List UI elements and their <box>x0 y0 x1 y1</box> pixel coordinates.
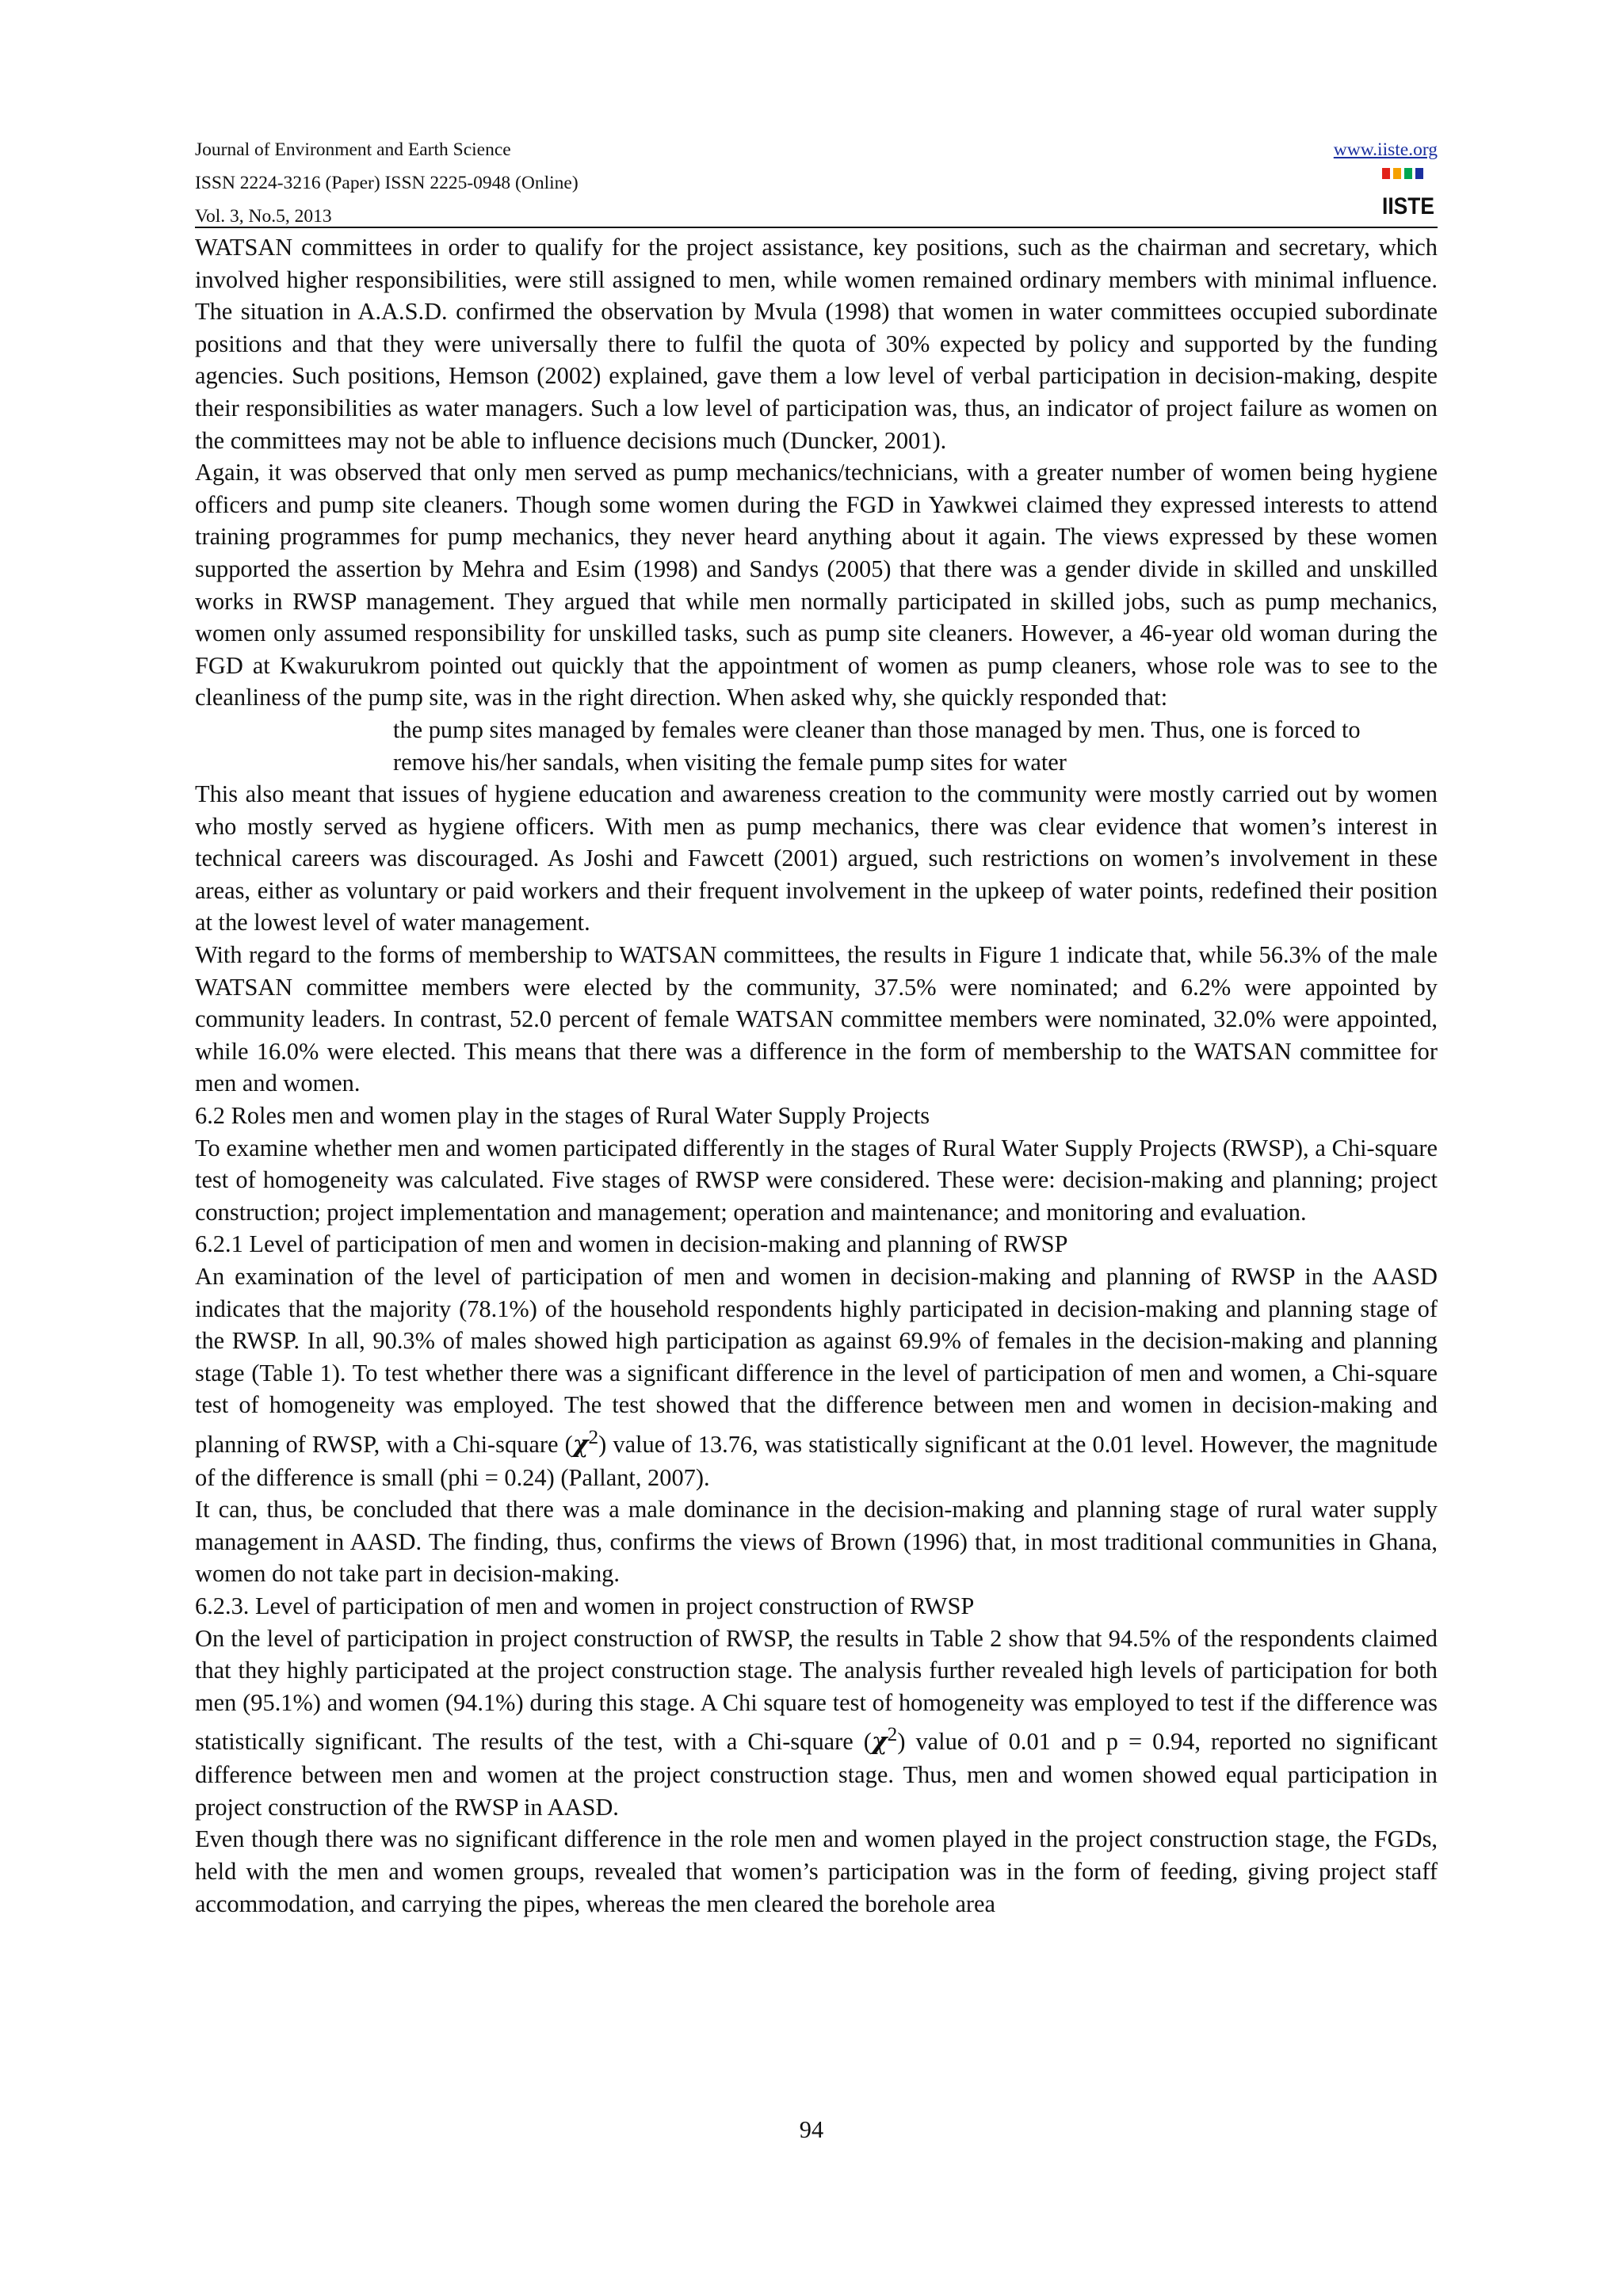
block-quote: the pump sites managed by females were cleaner than those managed by men. Thus, one is forced to remove his/her sandals, when visiting the female pump sites for water <box>393 715 1361 776</box>
paragraph-pump-mechanics: Again, it was observed that only men served as pump mechanics/technicians, with a greater number of women being hygiene officers and pump site cleaners. Though some women during the FGD in Yawkwei claimed they expressed interests to attend training programmes for pump mechanics, they never heard anything about it again. The views expressed by these women supported the assertion by Mehra and Esim (1998) and Sandys (2005) that there was a gender divide in skilled and unskilled works in RWSP management. They argued that while men normally participated in skilled jobs, such as pump mechanics, women only assumed responsibility for unskilled tasks, such as pump site cleaners. However, a 46-year old woman during the FGD at Kwakurukrom pointed out quickly that the appointment of women as pump cleaners, whose role was to see to the cleanliness of the pump site, was in the right direction. When asked why, she quickly responded that: <box>195 459 1438 711</box>
section-heading-6-2: 6.2 Roles men and women play in the stages of Rural Water Supply Projects <box>195 1102 930 1130</box>
paragraph-membership: With regard to the forms of membership to WATSAN committees, the results in Figure 1 indicate that, while 56.3% of the male WATSAN committee members were elected by the community, 37.5% were nominated; and 6.2% were appointed by community leaders. In contrast, 52.0 percent of female WATSAN committee members were nominated, 32.0% were appointed, while 16.0% were elected. This means that there was a difference in the form of membership to the WATSAN committee for men and women. <box>195 941 1438 1097</box>
chi-symbol: χ <box>572 1431 589 1459</box>
website-link[interactable]: www.iiste.org <box>1333 139 1438 160</box>
page-header <box>195 135 1438 228</box>
paragraph-hygiene: This also meant that issues of hygiene education and awareness creation to the community were mostly carried out by women who mostly served as hygiene officers. With men as pump mechanics, there was clear evidence that women’s interest in technical careers was discouraged. As Joshi and Fawcett (2001) argued, such restrictions on women’s involvement in these areas, either as voluntary or paid workers and their frequent involvement in the upkeep of water points, redefined their position at the lowest level of water management. <box>195 780 1438 936</box>
paragraph-watsan-positions: WATSAN committees in order to qualify for the project assistance, key positions, such as the chairman and secretary, which involved higher responsibilities, were still assigned to men, while women remained ordinary members with minimal influence. The situation in A.A.S.D. confirmed the observation by Mvula (1998) that women in water committees occupied subordinate positions and that they were universally there to fulfil the quota of 30% expected by policy and supported by the funding agencies. Such positions, Hemson (2002) explained, gave them a low level of verbal participation in decision-making, despite their responsibilities as water managers. Such a low level of participation was, thus, an indicator of project failure as women on the committees may not be able to influence decisions much (Duncker, 2001). <box>195 234 1438 454</box>
paragraph-fgd-roles: Even though there was no significant difference in the role men and women played in the project construction stage, the FGDs, held with the men and women groups, revealed that women’s participation was in the form of feeding, giving project staff accommodation, and carrying the pipes, whereas the men cleared the borehole area <box>195 1825 1438 1917</box>
section-heading-6-2-1: 6.2.1 Level of participation of men and women in decision-making and planning of RWSP <box>195 1230 1068 1258</box>
page-number: 94 <box>799 2116 824 2143</box>
paragraph-construction <box>195 1623 1438 1824</box>
text-run: ) value of 0.01 and p = 0.94, reported no significant difference between men and women at the project construction stage. Thus, men and women showed equal participation in project construction of the RWSP in AASD. <box>195 1728 1438 1821</box>
chi-superscript: 2 <box>588 1425 599 1448</box>
journal-title: Journal of Environment and Earth Science <box>195 139 511 160</box>
chi-symbol: χ <box>871 1728 888 1756</box>
paragraph-male-dominance: It can, thus, be concluded that there was a male dominance in the decision-making and planning stage of rural water supply management in AASD. The finding, thus, confirms the views of Brown (1996) that, in most traditional communities in Ghana, women do not take part in decision-making. <box>195 1496 1438 1588</box>
paragraph-decision-making <box>195 1261 1438 1493</box>
chi-superscript: 2 <box>887 1723 898 1746</box>
issn-line: ISSN 2224-3216 (Paper) ISSN 2225-0948 (Online) <box>195 173 579 193</box>
svg-text:IISTE: IISTE <box>1382 193 1434 219</box>
article-body <box>195 231 1438 1920</box>
text-run: ) value of 13.76, was statistically significant at the 0.01 level. However, the magnitude of the difference is small (phi = 0.24) (Pallant, 2007). <box>195 1431 1438 1491</box>
header-rule <box>195 227 1438 228</box>
text-run: An examination of the level of participation of men and women in decision-making and planning of RWSP in the AASD indicates that the majority (78.1%) of the household respondents highly participated in decision-making and planning stage of the RWSP. In all, 90.3% of males showed high participation as against 69.9% of females in the decision-making and planning stage (Table 1). To test whether there was a significant difference in the level of participation of men and women, a Chi-square test of homogeneity was employed. The test showed that the difference between men and women in decision-making and planning of RWSP, with a Chi-square ( <box>195 1263 1438 1459</box>
volume-line: Vol. 3, No.5, 2013 <box>195 206 332 227</box>
text-run: On the level of participation in project construction of RWSP, the results in Table 2 show that 94.5% of the respondents claimed that they highly participated at the project construction stage. The analysis further revealed high levels of participation for both men (95.1%) and women (94.1%) during this stage. A Chi square test of homogeneity was employed to test if the difference was statistically significant. The results of the test, with a Chi-square ( <box>195 1624 1438 1756</box>
section-heading-6-2-3: 6.2.3. Level of participation of men and women in project construction of RWSP <box>195 1592 975 1620</box>
paragraph-chi-square-intro: To examine whether men and women participated differently in the stages of Rural Water Supply Projects (RWSP), a Chi-square test of homogeneity was calculated. Five stages of RWSP were considered. These were: decision-making and planning; project construction; project implementation and management; operation and maintenance; and monitoring and evaluation. <box>195 1134 1438 1226</box>
iiste-logo <box>1381 166 1436 219</box>
